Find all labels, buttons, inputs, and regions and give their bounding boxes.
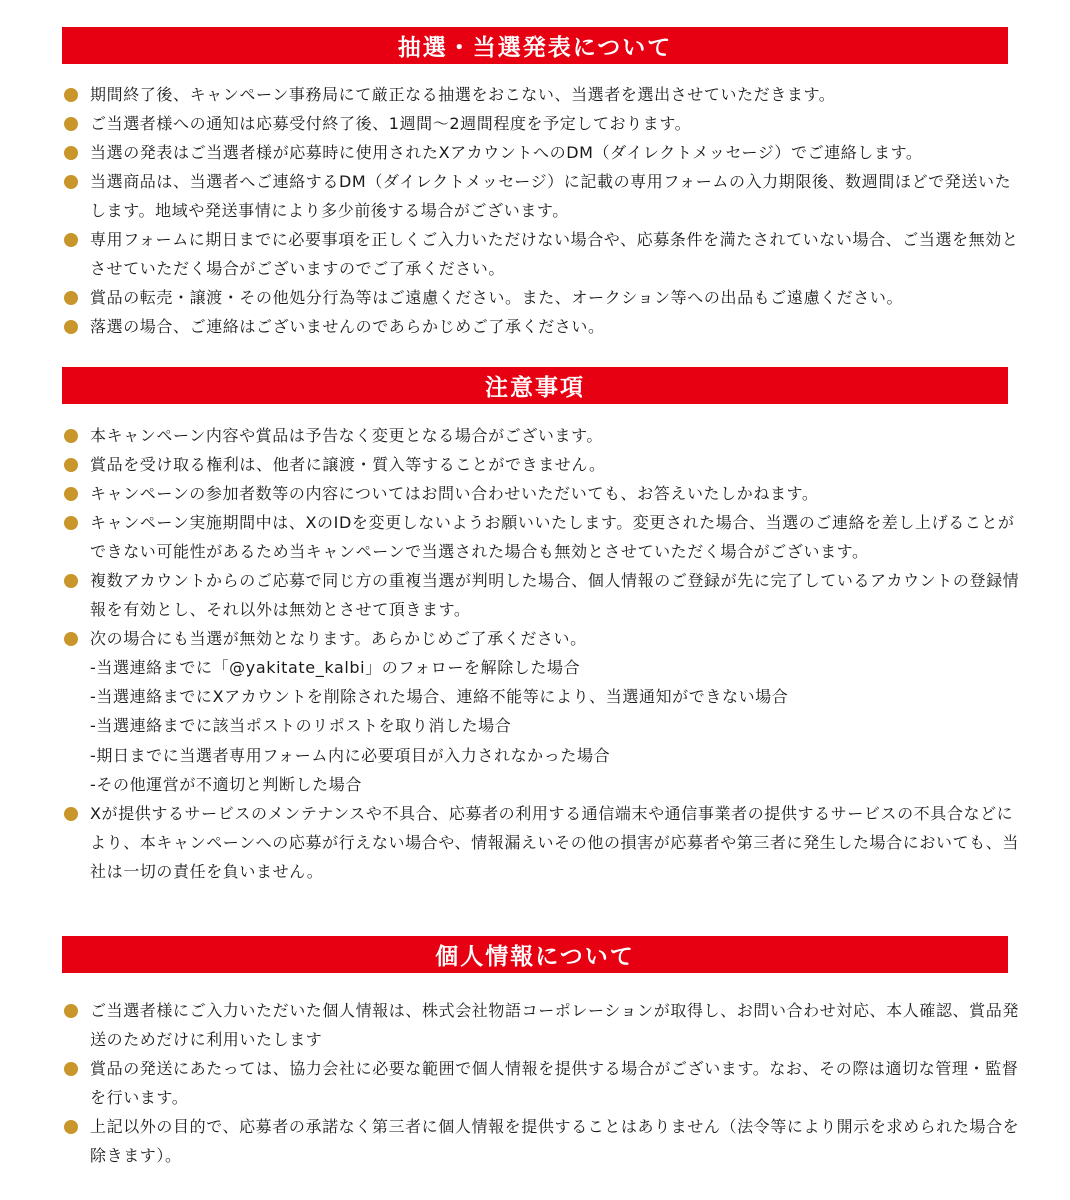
section-heading-lottery: 抽選・当選発表について (62, 27, 1008, 64)
bullet-icon (64, 1062, 78, 1076)
lottery-list (62, 80, 1022, 341)
bullet-icon (64, 146, 78, 160)
section-heading-privacy: 個人情報について (62, 936, 1008, 973)
list-item: 落選の場合、ご連絡はございませんのであらかじめご了承ください。 (62, 312, 1022, 341)
section-heading-notes: 注意事項 (62, 367, 1008, 404)
bullet-icon (64, 1004, 78, 1018)
sub-item: -当選連絡までに該当ポストのリポストを取り消した場合 (90, 716, 512, 736)
sub-item: -当選連絡までに「@yakitate_kalbi」のフォローを解除した場合 (90, 658, 581, 677)
sub-item: -その他運営が不適切と判断した場合 (90, 774, 362, 794)
notes-list (62, 421, 1022, 886)
list-item: ご当選者様にご入力いただいた個人情報は、株式会社物語コーポレーションが取得し、お問い合わせ対応、本人確認、賞品発送のためだけに利用いたします (62, 996, 1022, 1054)
list-item: 期間終了後、キャンペーン事務局にて厳正なる抽選をおこない、当選者を選出させていただきます。 (62, 80, 1022, 109)
bullet-icon (64, 632, 78, 646)
bullet-icon (64, 807, 78, 821)
list-item: 当選の発表はご当選者様が応募時に使用されたXアカウントへのDM（ダイレクトメッセージ）でご連絡します。 (62, 138, 1022, 167)
bullet-icon (64, 1120, 78, 1134)
bullet-icon (64, 175, 78, 189)
list-item: 専用フォームに期日までに必要事項を正しくご入力いただけない場合や、応募条件を満たされていない場合、ご当選を無効とさせていただく場合がございますのでご了承ください。 (62, 225, 1022, 283)
list-item: ご当選者様への通知は応募受付終了後、1週間〜2週間程度を予定しております。 (62, 109, 1022, 138)
privacy-list (62, 996, 1022, 1170)
list-item: 複数アカウントからのご応募で同じ方の重複当選が判明した場合、個人情報のご登録が先に完了しているアカウントの登録情報を有効とし、それ以外は無効とさせて頂きます。 (62, 566, 1022, 624)
list-item: 賞品の転売・譲渡・その他処分行為等はご遠慮ください。また、オークション等への出品もご遠慮ください。 (62, 283, 1022, 312)
bullet-icon (64, 291, 78, 305)
list-item: キャンペーン実施期間中は、XのIDを変更しないようお願いいたします。変更された場合、当選のご連絡を差し上げることができない可能性があるため当キャンペーンで当選された場合も無効とさせていただく場合がございます。 (62, 508, 1022, 566)
bullet-icon (64, 574, 78, 588)
list-item: 本キャンペーン内容や賞品は予告なく変更となる場合がございます。 (62, 421, 1022, 450)
sub-item: -期日までに当選者専用フォーム内に必要項目が入力されなかった場合 (90, 745, 611, 765)
list-item: 賞品を受け取る権利は、他者に譲渡・質入等することができません。 (62, 450, 1022, 479)
list-item: 賞品の発送にあたっては、協力会社に必要な範囲で個人情報を提供する場合がございます。なお、その際は適切な管理・監督を行います。 (62, 1054, 1022, 1112)
list-item: 当選商品は、当選者へご連絡するDM（ダイレクトメッセージ）に記載の専用フォームの入力期限後、数週間ほどで発送いたします。地域や発送事情により多少前後する場合がございます。 (62, 167, 1022, 225)
list-item: キャンペーンの参加者数等の内容についてはお問い合わせいただいても、お答えいたしかねます。 (62, 479, 1022, 508)
bullet-icon (64, 429, 78, 443)
bullet-icon (64, 516, 78, 530)
bullet-icon (64, 233, 78, 247)
bullet-icon (64, 320, 78, 334)
bullet-icon (64, 88, 78, 102)
bullet-icon (64, 117, 78, 131)
bullet-icon (64, 458, 78, 472)
sub-item: -当選連絡までにXアカウントを削除された場合、連絡不能等により、当選通知ができない場合 (90, 687, 789, 707)
list-item: 次の場合にも当選が無効となります。あらかじめご了承ください。 -当選連絡までに「@yakitate_kalbi」のフォローを解除した場合 -当選連絡までにXアカウントを削除された場合、連絡不能等により、当選通知ができない場合 -当選連絡までに該当ポストのリポストを取り消した場合 -期日までに当選者専用フォーム内に必要項目が入力されなかった場合 -その他運営が不適切と判断した場合 (62, 624, 1022, 799)
list-item: Xが提供するサービスのメンテナンスや不具合、応募者の利用する通信端末や通信事業者の提供するサービスの不具合などにより、本キャンペーンへの応募が行えない場合や、情報漏えいその他の損害が応募者や第三者に発生した場合においても、当社は一切の責任を負いません。 (62, 799, 1022, 886)
list-item: 上記以外の目的で、応募者の承諾なく第三者に個人情報を提供することはありません（法令等により開示を求められた場合を除きます）。 (62, 1112, 1022, 1170)
bullet-icon (64, 487, 78, 501)
